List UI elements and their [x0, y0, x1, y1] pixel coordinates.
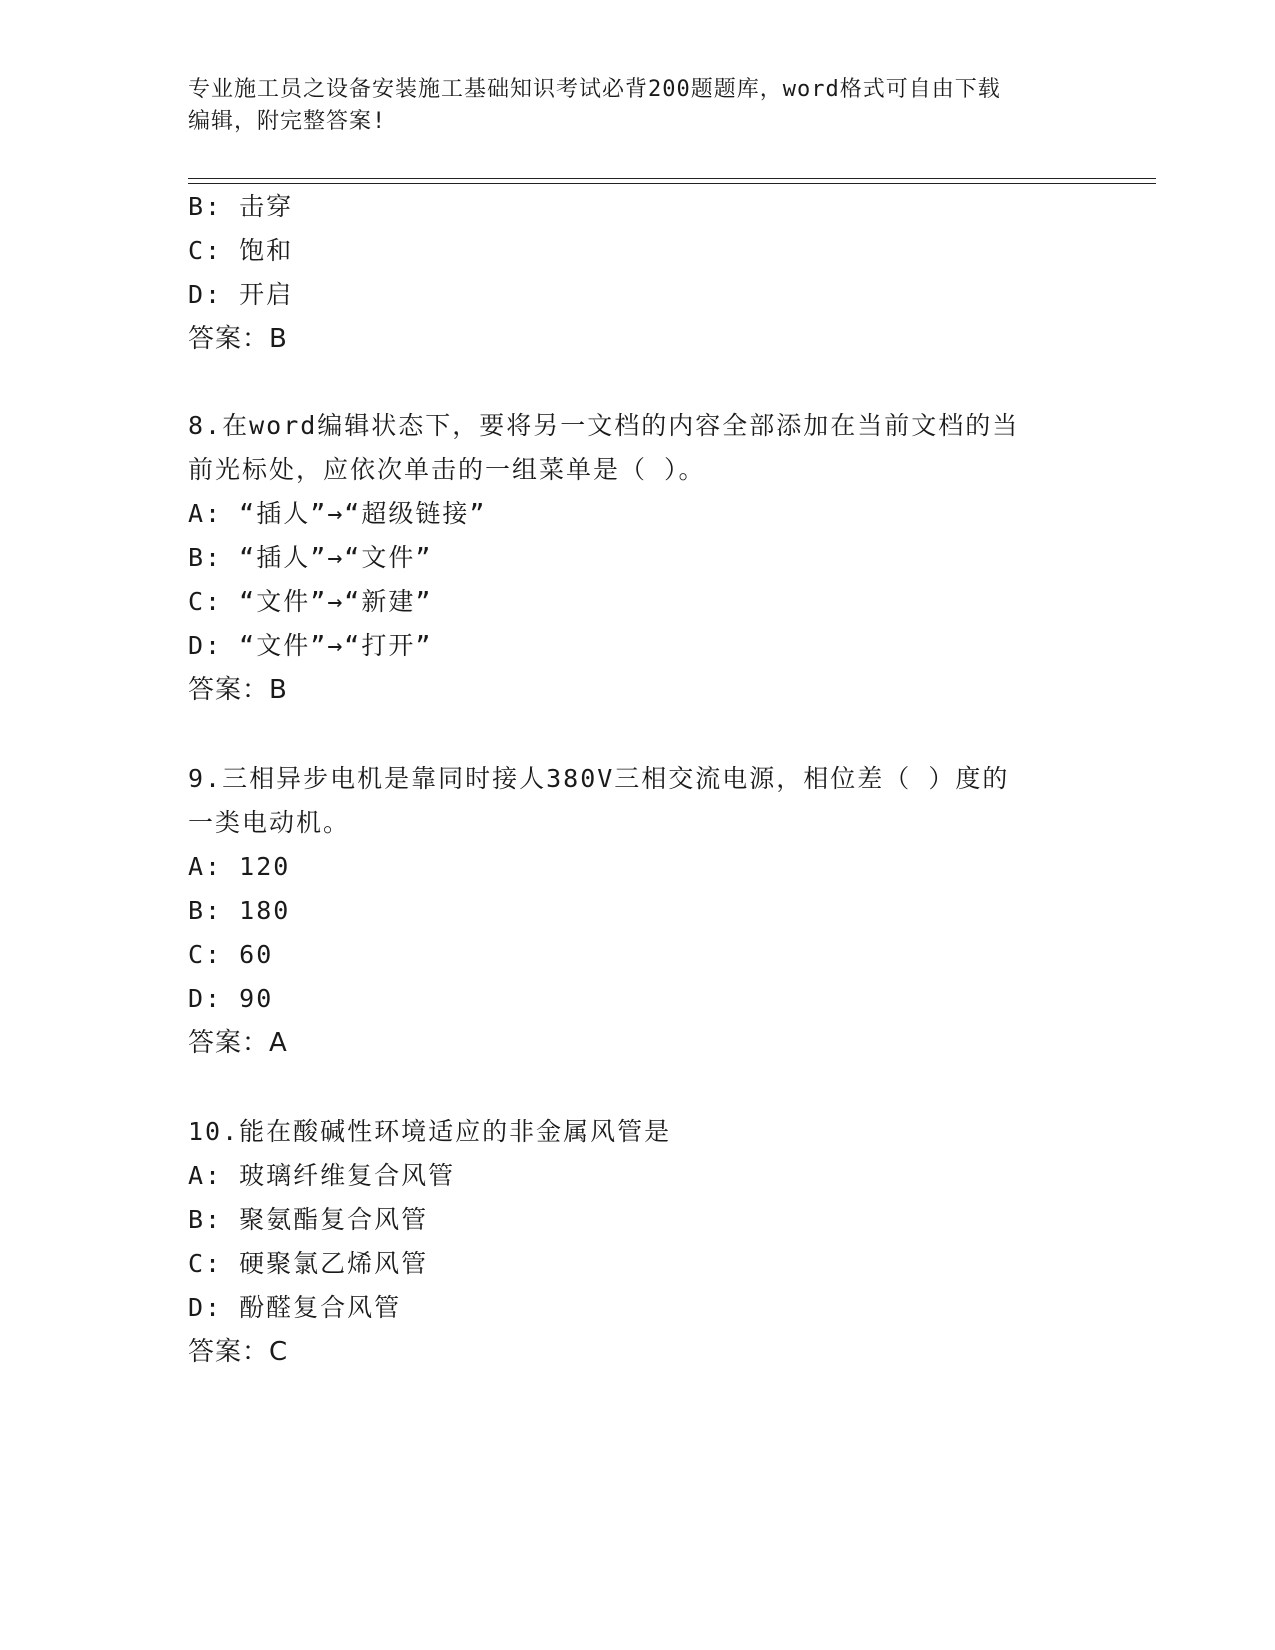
q9-stem-line-1: 9.三相异步电机是靠同时接人380V三相交流电源，相位差（ ）度的	[188, 764, 1010, 793]
q9-option-d: D: 90	[188, 984, 274, 1013]
q8-stem-line-1: 8.在word编辑状态下，要将另一文档的内容全部添加在当前文档的当	[188, 411, 1020, 440]
header-divider-bottom	[188, 183, 1156, 184]
q8-answer: 答案：B	[188, 675, 288, 705]
q8-option-b: B: “插人”→“文件”	[188, 543, 433, 572]
q9-option-c: C: 60	[188, 940, 274, 969]
q7-option-b: B: 击穿	[188, 192, 294, 221]
header-line-2: 编辑，附完整答案!	[188, 109, 387, 134]
q7-option-c: C: 饱和	[188, 236, 294, 265]
q9-answer: 答案：A	[188, 1028, 288, 1058]
q10-stem-line-1: 10.能在酸碱性环境适应的非金属风管是	[188, 1117, 672, 1146]
q9-option-b: B: 180	[188, 896, 291, 925]
q9-option-a: A: 120	[188, 852, 291, 881]
header-line-1: 专业施工员之设备安装施工基础知识考试必背200题题库，word格式可自由下载	[188, 77, 1001, 102]
q7-option-d: D: 开启	[188, 280, 294, 309]
header-divider-top	[188, 178, 1156, 179]
q10-option-a: A: 玻璃纤维复合风管	[188, 1161, 456, 1190]
q10-option-b: B: 聚氨酯复合风管	[188, 1205, 429, 1234]
q7-answer: 答案：B	[188, 324, 288, 354]
q10-option-d: D: 酚醛复合风管	[188, 1293, 402, 1322]
q8-option-a: A: “插人”→“超级链接”	[188, 499, 487, 528]
q10-option-c: C: 硬聚氯乙烯风管	[188, 1249, 429, 1278]
q8-option-d: D: “文件”→“打开”	[188, 631, 433, 660]
q8-stem-line-2: 前光标处，应依次单击的一组菜单是（ ）。	[188, 455, 706, 484]
q8-option-c: C: “文件”→“新建”	[188, 587, 433, 616]
q10-answer: 答案：C	[188, 1337, 289, 1367]
q9-stem-line-2: 一类电动机。	[188, 808, 351, 837]
document-header	[188, 74, 1088, 138]
